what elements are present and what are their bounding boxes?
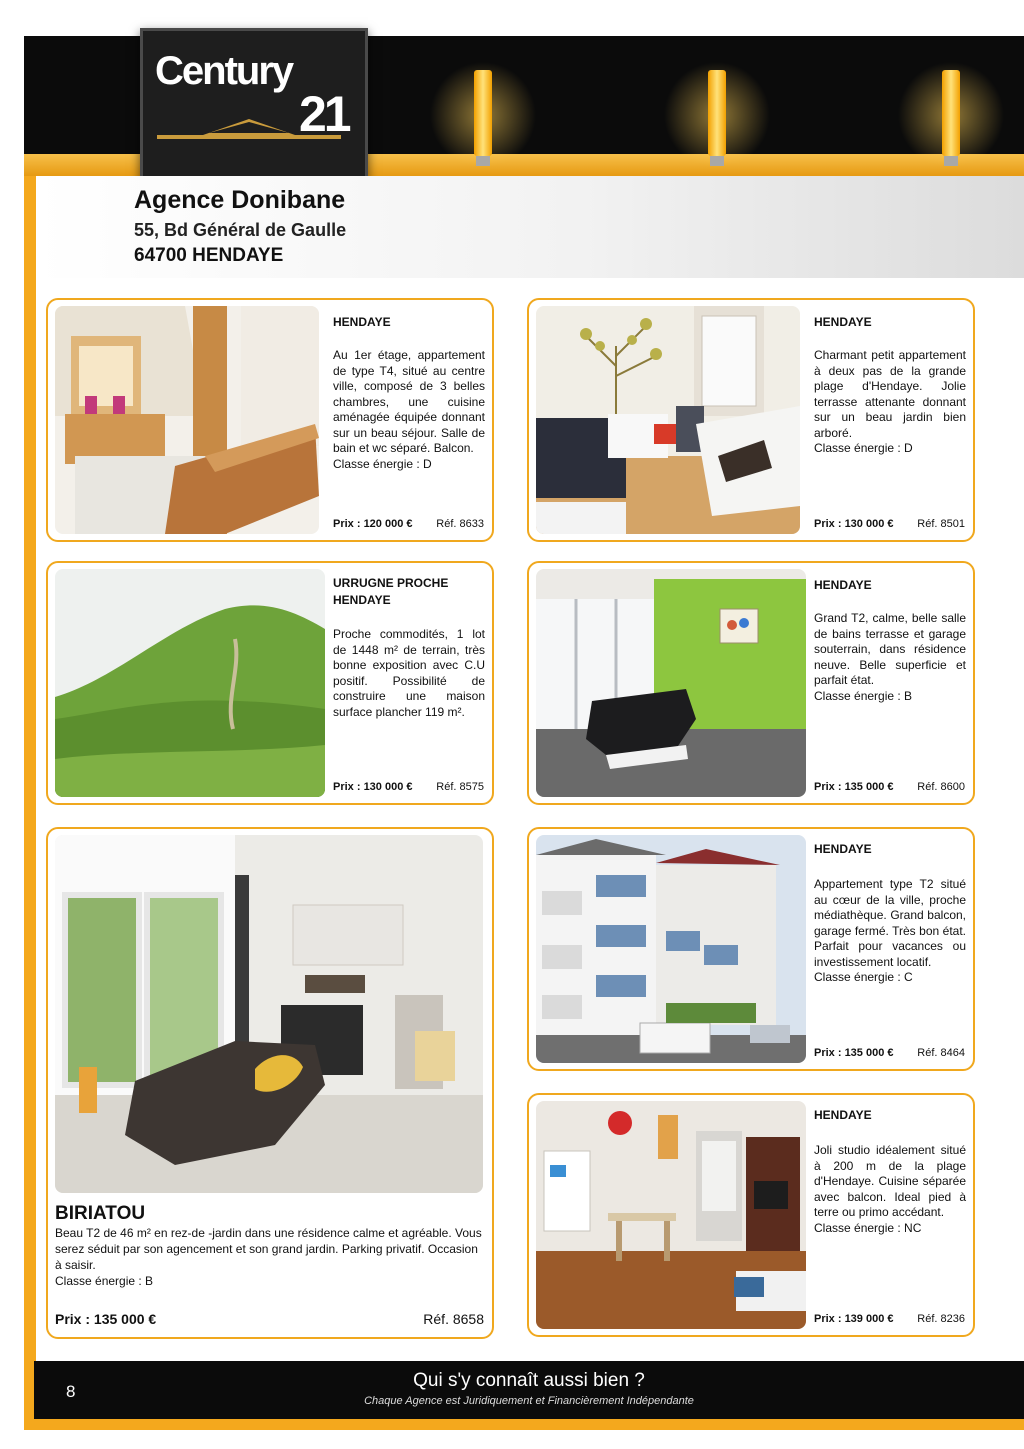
listing-town: HENDAYE bbox=[333, 315, 391, 329]
logo-roof-icon bbox=[203, 119, 295, 135]
listing-energy: Classe énergie : B bbox=[814, 688, 913, 703]
listing-energy: Classe énergie : B bbox=[55, 1274, 154, 1288]
logo-number: 21 bbox=[299, 86, 349, 142]
listing-town: BIRIATOU bbox=[55, 1203, 146, 1224]
listing-photo bbox=[536, 1101, 806, 1329]
listing-description-text: Au 1er étage, appartement de type T4, situé au centre ville, composé de 3 belles chambres, une cuisine aménagée équipée donnant sur un beau séjour. Salle de bain et wc séparé. Balcon. bbox=[333, 348, 485, 455]
listing-ref: Réf. 8501 bbox=[917, 518, 965, 530]
listing-description-text: Joli studio idéalement situé à 200 m de la plage d'Hendaye. Cuisine séparée avec balcon. Ideal pied à terre ou primo accédant. bbox=[814, 1143, 966, 1219]
orange-side-bar bbox=[24, 36, 36, 1430]
listing-card[interactable] bbox=[527, 561, 975, 805]
listing-energy: Classe énergie : C bbox=[814, 970, 913, 984]
lamp-light bbox=[942, 70, 960, 166]
page-number: 8 bbox=[66, 1382, 76, 1401]
listing-description bbox=[814, 611, 966, 704]
listing-price: Prix : 135 000 € bbox=[814, 1047, 894, 1059]
listing-card[interactable] bbox=[46, 298, 494, 542]
lamp-light bbox=[474, 70, 492, 166]
footer-orange-strip bbox=[24, 1419, 1024, 1430]
listing-ref: Réf. 8633 bbox=[436, 518, 484, 530]
listing-photo bbox=[55, 835, 483, 1193]
listing-description-text: Beau T2 de 46 m² en rez-de -jardin dans une résidence calme et agréable. Vous serez séduit par son agencement et son grand jardin. Parking privatif. Occasion à saisir. bbox=[55, 1226, 482, 1272]
agency-address: 55, Bd Général de Gaulle bbox=[134, 220, 347, 240]
listing-ref: Réf. 8236 bbox=[917, 1313, 965, 1325]
listing-photo bbox=[536, 835, 806, 1063]
footer-tagline: Chaque Agence est Juridiquement et Financièrement Indépendante bbox=[364, 1395, 694, 1407]
listing-card[interactable] bbox=[527, 298, 975, 542]
listing-energy: Classe énergie : NC bbox=[814, 1220, 922, 1235]
listing-description bbox=[814, 348, 966, 457]
lamp-light bbox=[708, 70, 726, 166]
listing-price: Prix : 130 000 € bbox=[333, 781, 413, 793]
listing-ref: Réf. 8575 bbox=[436, 781, 484, 793]
listing-ref: Réf. 8600 bbox=[917, 781, 965, 793]
listing-price: Prix : 130 000 € bbox=[814, 518, 894, 530]
century21-logo bbox=[140, 28, 368, 180]
listing-price: Prix : 135 000 € bbox=[814, 781, 894, 793]
logo-word: Century bbox=[155, 49, 293, 93]
listing-description bbox=[333, 348, 485, 472]
listing-energy: Classe énergie : D bbox=[814, 441, 913, 455]
listing-energy: Classe énergie : D bbox=[333, 456, 432, 471]
listing-town: HENDAYE bbox=[814, 315, 872, 329]
listing-description-text: Grand T2, calme, belle salle de bains terrasse et garage souterrain, dans résidence neuve. Belle superficie et parfait état. bbox=[814, 611, 966, 687]
listing-town: URRUGNE PROCHE HENDAYE bbox=[333, 576, 449, 607]
listing-photo bbox=[536, 306, 800, 534]
listing-photo bbox=[55, 306, 319, 534]
listing-description-text: Appartement type T2 situé au cœur de la ville, proche médiathèque. Grand balcon, garage fermé. Très bon état. Parfait pour vacances ou investissement locatif. bbox=[814, 877, 966, 969]
listing-town: HENDAYE bbox=[814, 578, 872, 592]
listing-price: Prix : 135 000 € bbox=[55, 1311, 157, 1327]
listing-photo bbox=[536, 569, 806, 797]
listing-town: HENDAYE bbox=[814, 1108, 872, 1122]
listing-description-text: Charmant petit appartement à deux pas de la grande plage d'Hendaye. Jolie terrasse attenante donnant sur un beau jardin bien arboré. bbox=[814, 348, 966, 440]
listing-card[interactable] bbox=[46, 827, 494, 1339]
listing-ref: Réf. 8658 bbox=[423, 1311, 484, 1327]
listing-photo bbox=[55, 569, 325, 797]
listing-card[interactable] bbox=[527, 1093, 975, 1337]
listing-card[interactable] bbox=[527, 827, 975, 1071]
listing-price: Prix : 139 000 € bbox=[814, 1313, 894, 1325]
listing-description bbox=[814, 1143, 966, 1236]
agency-name: Agence Donibane bbox=[134, 186, 346, 214]
listing-town: HENDAYE bbox=[814, 842, 872, 856]
listing-card[interactable] bbox=[46, 561, 494, 805]
footer-slogan: Qui s'y connaît aussi bien ? bbox=[413, 1370, 645, 1391]
listing-description bbox=[55, 1225, 485, 1289]
listing-price: Prix : 120 000 € bbox=[333, 518, 413, 530]
listing-description: Proche commodités, 1 lot de 1448 m² de terrain, très bonne exposition avec C.U positif. Possibilité de construire une maison surface plancher 119 m². bbox=[333, 627, 485, 719]
agency-city: 64700 HENDAYE bbox=[134, 245, 284, 266]
listing-description bbox=[814, 877, 966, 986]
listing-ref: Réf. 8464 bbox=[917, 1047, 965, 1059]
